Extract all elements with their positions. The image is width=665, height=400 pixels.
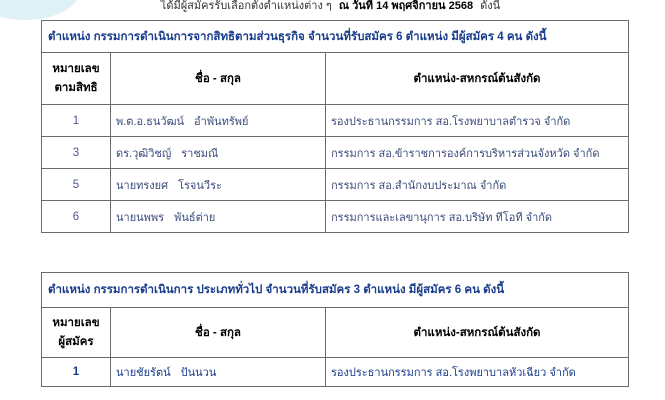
candidate-number: 3: [42, 137, 111, 169]
table-row: [42, 137, 629, 169]
intro-line: [0, 0, 665, 12]
last-name: อำพันทรัพย์: [194, 115, 249, 128]
candidate-name: [111, 358, 326, 387]
candidate-name: [111, 169, 326, 201]
general-candidates-table: [41, 272, 629, 387]
affiliation-header: ตำแหน่ง-สหกรณ์ต้นสังกัด: [326, 308, 629, 358]
header-row: [42, 308, 629, 358]
intro-lead: ได้มีผู้สมัครรับเลือกตั้งตำแหน่งต่าง ๆ: [160, 0, 332, 12]
business-rights-candidates-table: [41, 20, 629, 233]
first-name: ดร.วุฒิวิชญ์: [116, 147, 172, 160]
candidate-affiliation: รองประธานกรรมการ สอ.โรงพยาบาลหัวเฉียว จำกัด: [326, 358, 629, 387]
section-title: ตำแหน่ง กรรมการดำเนินการ ประเภททั่วไป จำนวนที่รับสมัคร 3 ตำแหน่ง มีผู้สมัคร 6 คน ดังนี้: [42, 273, 629, 308]
candidate-number: 1: [42, 105, 111, 137]
first-name: พ.ต.อ.ธนวัฒน์: [116, 115, 185, 128]
last-name: พันธ์ต่าย: [174, 211, 216, 224]
candidate-affiliation: กรรมการและเลขานุการ สอ.บริษัท ทีโอที จำกัด: [326, 201, 629, 233]
name-header: ชื่อ - สกุล: [111, 53, 326, 105]
table-row: [42, 358, 629, 387]
last-name: ปันนวน: [180, 367, 217, 379]
candidate-name: [111, 201, 326, 233]
candidate-name: [111, 137, 326, 169]
candidate-name: [111, 105, 326, 137]
table-row: [42, 201, 629, 233]
candidate-affiliation: รองประธานกรรมการ สอ.โรงพยาบาลตำรวจ จำกัด: [326, 105, 629, 137]
intro-tail: ดังนี้: [480, 0, 501, 12]
number-header-line2: ผู้สมัคร: [58, 335, 94, 348]
table-row: [42, 105, 629, 137]
section-title: ตำแหน่ง กรรมการดำเนินการจากสิทธิตามส่วนธุรกิจ จำนวนที่รับสมัคร 6 ตำแหน่ง มีผู้สมัคร 4 คน ดังนี้: [42, 21, 629, 53]
first-name: นายชัยรัตน์: [116, 367, 171, 379]
table-row: [42, 169, 629, 201]
intro-date: ณ วันที่ 14 พฤศจิกายน 2568: [338, 0, 474, 12]
number-header-line1: หมายเลข: [52, 316, 100, 329]
affiliation-header: ตำแหน่ง-สหกรณ์ต้นสังกัด: [326, 53, 629, 105]
candidate-affiliation: กรรมการ สอ.สำนักงบประมาณ จำกัด: [326, 169, 629, 201]
candidate-number: 5: [42, 169, 111, 201]
number-header: [42, 308, 111, 358]
first-name: นายนพพร: [116, 211, 165, 224]
last-name: โรจนวีระ: [178, 179, 222, 192]
candidate-number: 1: [42, 358, 111, 387]
candidate-number: 6: [42, 201, 111, 233]
number-header-line1: หมายเลข: [52, 62, 100, 75]
name-header: ชื่อ - สกุล: [111, 308, 326, 358]
number-header-line2: ตามสิทธิ: [54, 81, 98, 94]
last-name: ราชมณี: [181, 147, 219, 160]
candidate-affiliation: กรรมการ สอ.ข้าราชการองค์การบริหารส่วนจังหวัด จำกัด: [326, 137, 629, 169]
header-row: [42, 53, 629, 105]
number-header: [42, 53, 111, 105]
first-name: นายทรงยศ: [116, 179, 169, 192]
